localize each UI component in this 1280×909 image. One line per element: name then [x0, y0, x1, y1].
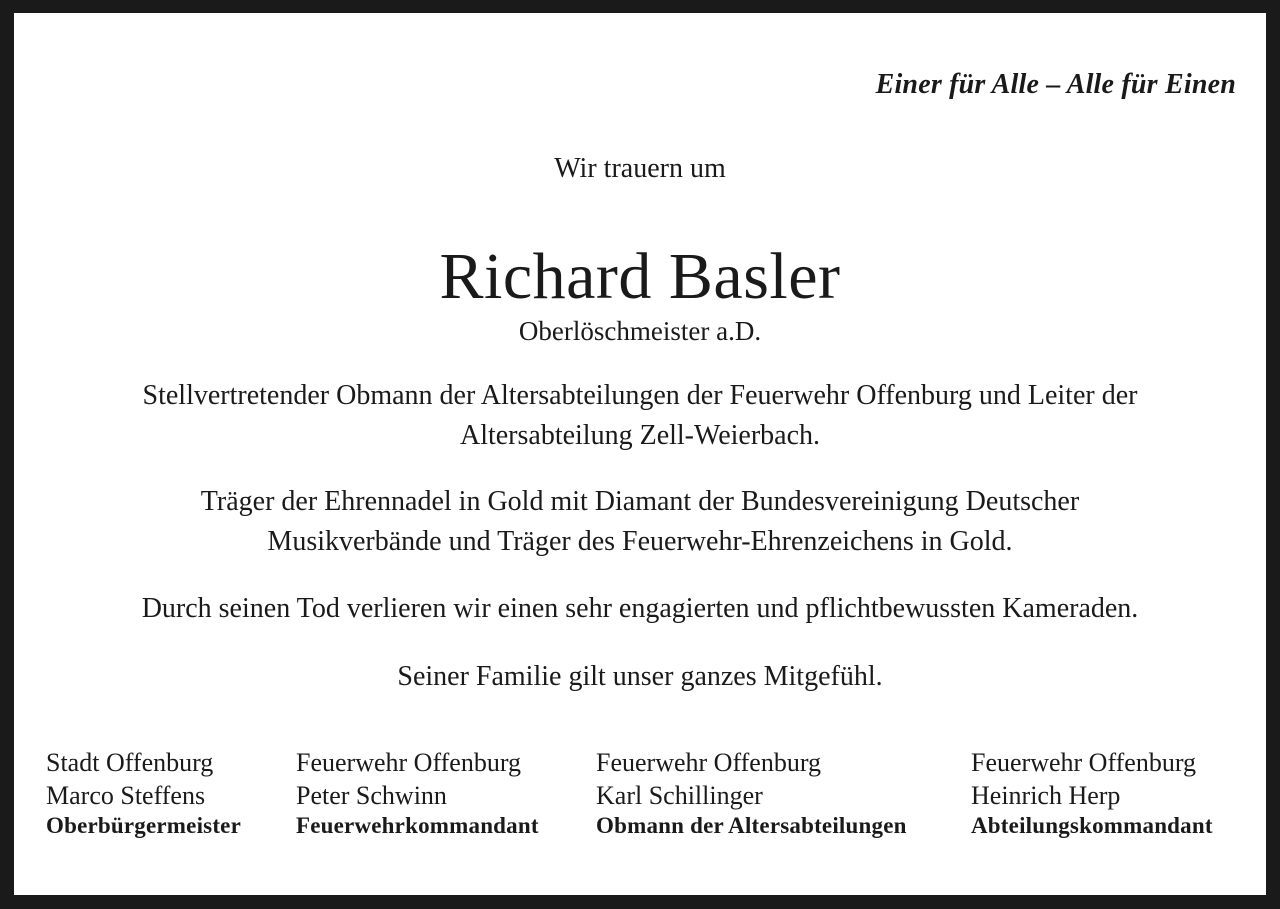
signature-role: Abteilungskommandant — [971, 813, 1213, 838]
paragraph-loss — [14, 589, 1266, 629]
signatures — [14, 746, 1266, 846]
paragraph-function — [14, 376, 1266, 456]
paragraph-line: Durch seinen Tod verlieren wir einen sehr engagierten und pflichtbewussten Kameraden. — [141, 593, 1139, 624]
signature-person: Peter Schwinn — [296, 781, 447, 810]
intro-text: Wir trauern um — [554, 153, 726, 184]
paragraph-line: Träger der Ehrennadel in Gold mit Diamant der Bundesvereinigung Deutscher — [200, 486, 1080, 517]
deceased-name: Richard Basler — [439, 240, 841, 313]
paragraph-honors — [14, 482, 1266, 562]
signature-organization: Feuerwehr Offenburg — [971, 748, 1197, 777]
paragraph-line: Stellvertretender Obmann der Altersabteilungen der Feuerwehr Offenburg und Leiter der — [142, 380, 1138, 411]
deceased-rank: Oberlöschmeister a.D. — [518, 316, 762, 346]
signature-block — [596, 746, 907, 840]
motto: Einer für Alle – Alle für Einen — [875, 69, 1236, 100]
signature-block — [296, 746, 539, 840]
signature-person: Heinrich Herp — [971, 781, 1121, 810]
paragraph-line: Altersabteilung Zell-Weierbach. — [459, 420, 821, 451]
paragraph-line: Musikverbände und Träger des Feuerwehr-Ehrenzeichens in Gold. — [267, 526, 1013, 557]
signature-role: Feuerwehrkommandant — [296, 813, 539, 838]
signature-person: Karl Schillinger — [596, 781, 763, 810]
signature-organization: Feuerwehr Offenburg — [596, 748, 822, 777]
paragraph-line: Seiner Familie gilt unser ganzes Mitgefühl. — [397, 661, 883, 692]
signature-person: Marco Steffens — [46, 781, 206, 810]
signature-block — [971, 746, 1213, 840]
signature-role: Oberbürgermeister — [46, 813, 241, 838]
signature-block — [46, 746, 241, 840]
signature-organization: Feuerwehr Offenburg — [296, 748, 522, 777]
obituary-notice — [14, 13, 1266, 895]
signature-role: Obmann der Altersabteilungen — [596, 813, 907, 838]
paragraph-condolence — [14, 657, 1266, 697]
signature-organization: Stadt Offenburg — [46, 748, 214, 777]
